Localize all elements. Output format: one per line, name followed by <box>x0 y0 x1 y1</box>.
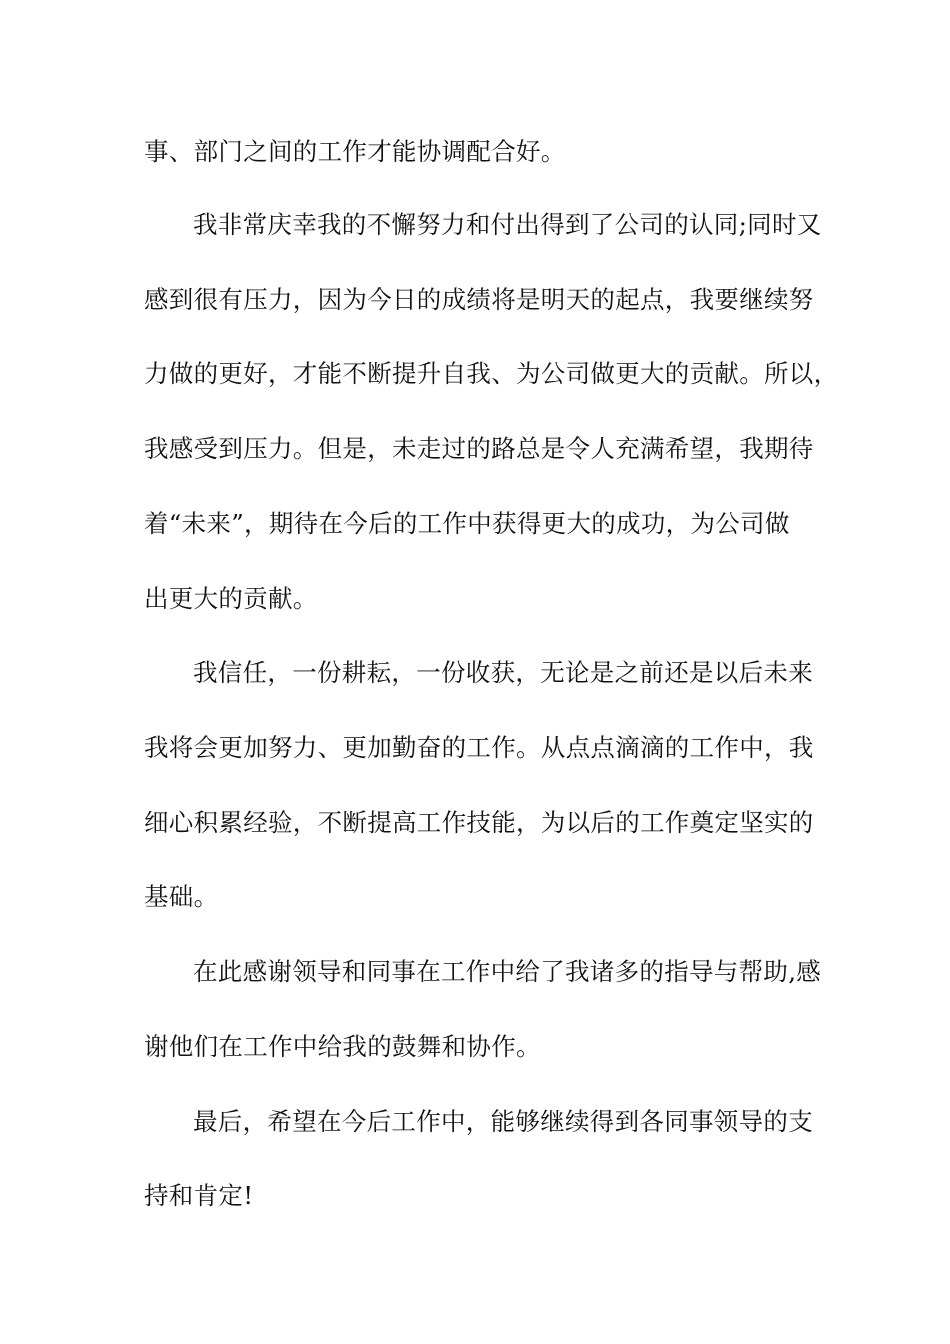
text-line: 事、部门之间的工作才能协调配合好。 <box>144 137 566 166</box>
text-line: 着“未来”，期待在今后的工作中获得更大的成功，为公司做 <box>144 509 790 538</box>
text-line: 基础。 <box>144 882 219 911</box>
paragraph-first-line: 最后，希望在今后工作中，能够继续得到各同事领导的支 <box>193 1107 813 1136</box>
text-line: 感到很有压力，因为今日的成绩将是明天的起点，我要继续努 <box>144 285 814 314</box>
text-line: 力做的更好，才能不断提升自我、为公司做更大的贡献。所以， <box>144 359 839 388</box>
paragraph-first-line: 我非常庆幸我的不懈努力和付出得到了公司的认同;同时又 <box>193 210 822 239</box>
text-line: 我将会更加努力、更加勤奋的工作。从点点滴滴的工作中，我 <box>144 733 814 762</box>
text-line: 细心积累经验，不断提高工作技能，为以后的工作奠定坚实的 <box>144 808 814 837</box>
text-line: 谢他们在工作中给我的鼓舞和协作。 <box>144 1032 541 1061</box>
paragraph-first-line: 我信任，一份耕耘，一份收获，无论是之前还是以后未来 <box>193 658 813 687</box>
paragraph-first-line: 在此感谢领导和同事在工作中给了我诸多的指导与帮助,感 <box>193 957 822 986</box>
text-line: 持和肯定! <box>144 1181 254 1210</box>
text-line: 我感受到压力。但是，未走过的路总是令人充满希望，我期待 <box>144 434 814 463</box>
text-line: 出更大的贡献。 <box>144 584 318 613</box>
